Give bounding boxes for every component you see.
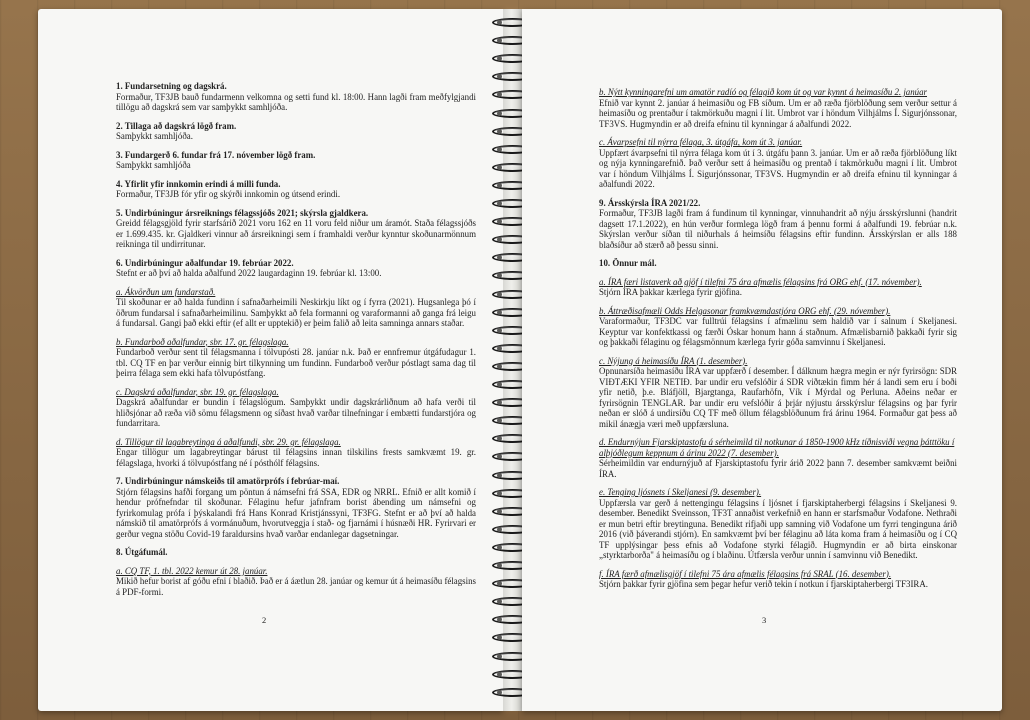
subsection-block [116,437,476,469]
punch-hole [497,527,502,532]
subsection-body: Sérheimildin var endurnýjuð af Fjarskiptastofu fyrir árið 2022 þann 7. desember samkvæmt beiðni ÍRA. [599,458,957,479]
subsection-heading: b. Áttræðisafmæli Odds Helgasonar framkvæmdastjóra ORG ehf. (29. nóvember). [599,305,891,316]
subsection-block [599,277,957,298]
subsection-block [116,566,476,598]
punch-hole [497,328,502,333]
section-block [116,121,476,142]
page-number-right: 3 [762,615,767,625]
subsection-block [599,306,957,348]
punch-hole [497,310,502,315]
section-block [599,258,957,269]
subsection-heading: c. Nýjung á heimasíðu ÍRA (1. desember). [599,355,748,366]
subsection-heading: a. ÍRA færi listaverk að gjöf í tilefni 75 ára afmælis félagsins frá ORG ehf. (17. nóvember). [599,276,922,287]
punch-hole [497,183,502,188]
subsection-heading: a. CQ TF, 1. tbl. 2022 kemur út 28. janúar. [116,565,268,576]
punch-hole [497,563,502,568]
section-heading: 6. Undirbúningur aðalfundar 19. febrúar 2022. [116,257,294,268]
subsection-heading: e. Tenging ljósnets í Skeljanesi (9. desember). [599,487,762,497]
subsection-body: Til skoðunar er að halda fundinn í safnaðarheimili Neskirkju líkt og í fyrra (2021). Hugsanlega þó í öðrum fundarsal í safnaðarheimilinu. Samþykkt að fela formanni og varaformanni að ganga frá leigu á fundarsal. Gangi það ekki eftir (ef allt er upptekið) er þeim falið að leita samninga annars staðar. [116,297,476,328]
right-page [522,9,1002,711]
subsection-block [599,87,957,129]
punch-hole [497,382,502,387]
section-heading: 2. Tillaga að dagskrá lögð fram. [116,120,237,131]
punch-hole [497,20,502,25]
section-heading: 9. Ársskýrsla ÍRA 2021/22. [599,197,701,208]
subsection-block [116,337,476,379]
subsection-body: Stjórn þakkar fyrir gjöfina sem þegar hefur verið tekin í notkun í fjarskiptaherbergi TF3IRA. [599,579,928,589]
subsection-block [116,387,476,429]
section-heading: 10. Önnur mál. [599,258,657,268]
section-block [116,258,476,279]
subsection-body: Stjórn ÍRA þakkar kærlega fyrir gjöfina. [599,287,742,297]
subsection-body: Efnið var kynnt 2. janúar á heimasíðu og FB síðum. Um er að ræða fjörblöðung sem verður settur á heimasíðu og prentaður í takmörkuðu magni í lit. Umbrot var í höndum Vilhjálms Í. Sigurjónssonar, TF3VS. Hugmyndin er að dreifa efninu til kynningar á aðalfundi 2022. [599,97,957,129]
punch-hole [497,491,502,496]
punch-hole [497,654,502,659]
subsection-body: Uppfærsla var gerð á nettengingu félagsins í ljósnet í fjarskiptaherbergi félagsins í Skeljanesi 9. desember. Benedikt Sveinsson, TF3T annaðist verkefnið en hann er starfsmaður Vodafone. Nethraði er mun betri eftir breytinguna. Benedikt rifjaði upp samning við Vodafone um fyrri tenginguna árið 2016 (við þáverandi stjórn). En samkvæmt því ber félaginu að láta koma fram á heimasíðu og í CQ TF upplýsingar þess efnis að Vodafone styrki félagið. Hugmyndin er að birta einskonar „styrktarborða" á heimasíðu og í blaðinu. Útfærsla verður unnin í samvinnu við Benedikt. [599,497,957,560]
subsection-body: Opnunarsíða heimasíðu ÍRA var uppfærð í desember. Í dálknum hægra megin er nýr fyrirsögn: SDR VIÐTÆKI YFIR NETIÐ. Þar undir eru vefslóðir á SDR viðtækin fimm hér á landi sem eru í boði yfir netið, þ.e. Bláfjöll, Bjargtanga, Raufarhöfn, Vík í Mýrdal og Perluna. Aðeins neðar er fyrirsögnin TENGLAR. Þar undir eru vefslóðir á þrjár nýjustu ársskýrslur félagsins og þar fyrir neðan er slóð á undirsíðu CQ TF með öllum félagsblöðunum frá árinu 1964. Formaður gat þess að mikil ánægja væri með uppfærsluna. [599,366,957,429]
section-block [116,476,476,539]
punch-hole [497,111,502,116]
subsection-body: Fundarboð verður sent til félagsmanna í tölvupósti 28. janúar n.k. Það er ennfremur útgáfudagur 1. tbl. CQ TF en þar verður einnig birt tilkynning um fundinn. Fundarboð verður póstlagt sama dag til þeirra félaga sem ekki hafa tölvupóstfang. [116,347,476,378]
left-page-content [116,81,476,605]
subsection-block [599,569,957,590]
subsection-body: Mikið hefur borist af góðu efni í blaðið. Það er á áætlun 28. janúar og kemur út á heimasíðu félagsins á PDF-formi. [116,576,476,597]
section-body: Formaður, TF3JB lagði fram á fundinum til kynningar, vinnuhandrit að nýju ársskýrslunni (handrit dagsett 17.1.2022), en hún verður formlega lögð fram á þennu formi á aðalfundi 19. febrúar n.k. Skýrslan verður síðan til niðurhals á heimsíðu félagsins eftir fundinn. Ársskýrslan er alls 188 blaðsíður að stærð að þessu sinni. [599,208,957,250]
subsection-block [599,137,957,190]
subsection-heading: a. Ákvörðun um fundarstað. [116,286,216,297]
subsection-body: Engar tillögur um lagabreytingar bárust til félagsins innan tilskilins frests samkvæmt 19. gr. félagslaga, hvorki á tölvupóstfang né í pósthólf félagsins. [116,447,476,468]
section-body: Formaður, TF3JB bauð fundarmenn velkomna og setti fund kl. 18:00. Hann lagði fram meðfylgjandi tillögu að dagskrá sem var samþykkt samhljóða. [116,91,476,112]
section-block [116,179,476,200]
section-heading: 3. Fundargerð 6. fundar frá 17. nóvember lögð fram. [116,149,316,160]
subsection-block [599,437,957,479]
right-page-content [599,79,957,598]
subsection-body: Varaformaður, TF3DC var fulltrúi félagsins í afmælinu sem haldið var í salnum í Skeljanesi. Keyptur var konfektkassi og færði Óskar honum hann á staðnum. Afmælisbarnið þakkaði fyrir sig og þakkaði félaginu og félagsmönnum kærlega fyrir góða samvinnu í Skeljanesi. [599,316,957,347]
section-block [116,81,476,113]
left-page [38,9,503,711]
section-heading: 1. Fundarsetning og dagskrá. [116,81,227,91]
section-body: Samþykkt samhljóða [116,160,191,170]
section-body: Samþykkt samhljóða. [116,131,193,141]
section-body: Stjórn félagsins hafði forgang um pöntun á námsefni frá SSA, EDR og NRRL. Efnið er allt komið í hendur prófnefndar til skoðunar. Félaginu hefur jafnfram borist ábending um námsefni og fyrirkomulag prófa í þýskalandi frá Hans Konrad Kristjánssyni, TF3FG. Stefnt er að því að halda námskið til amatörprófs á vormánuðum, hvorutveggja í stað- og fjarnámi í húsnæði HR. Fyrirvari er gerður vegna stöðu Covid-19 faraldursins hvað varðar endanlegar dagsetningar. [116,486,476,539]
section-heading: 8. Útgáfumál. [116,547,168,557]
subsection-body: Uppfært ávarpsefni til nýrra félaga kom út í 3. útgáfu þann 3. janúar. Um er að ræða fjörblöðung líkt og nýja kynningarefnið. Það verður sett á heimasíðu og prentað í takmörkuðu magni í lit. Umbrot var í höndum Vilhjálms Í. Sigurjónssonar, TF3VS. Hugmyndin er að dreifa efninu til kynningar á aðalfundi 2022. [599,147,957,189]
subsection-heading: f. ÍRA færð afmælisgjöf í tilefni 75 ára afmælis félagsins frá SRAL (16. desember). [599,568,892,579]
punch-hole [497,545,502,550]
punch-hole [497,147,502,152]
subsection-heading: d. Endurnýjun Fjarskiptastofu á sérheimild til notkunar á 1850-1900 kHz tíðnisviði vegna þátttöku í alþjóðlegum keppnum á árinu 2022 (7. desember). [599,437,955,458]
subsection-heading: d. Tillögur til lagabreytinga á aðalfundi, sbr. 29. gr. félagslaga. [116,436,341,447]
subsection-heading: c. Dagskrá aðalfundar, sbr. 19. gr. félagslaga. [116,386,279,397]
section-block [599,198,957,251]
page-number-left: 2 [262,615,267,625]
section-heading: 7. Undirbúningur námskeiðs til amatörprófs í febrúar-maí. [116,476,340,486]
punch-hole [497,201,502,206]
punch-hole [497,690,502,695]
punch-hole [497,292,502,297]
subsection-block [116,287,476,329]
punch-hole [497,509,502,514]
subsection-body: Dagskrá aðalfundar er bundin í félagslögum. Samþykkt undir dagskrárliðnum að hafa verði til hliðsjónar að ræða við sömu félagsmenn og síðast hvað varðar tilnefningar í embætti fundarstjóra og fundarritara. [116,397,476,428]
subsection-heading: b. Fundarboð aðalfundar, sbr. 17. gr. félagslaga. [116,336,289,347]
punch-hole [497,346,502,351]
subsection-heading: b. Nýtt kynningarefni um amatör radíó og félagið kom út og var kynnt á heimasíðu 2. janúar [599,87,928,97]
section-body: Formaður, TF3JB fór yfir og skýrði innkomin og útsend erindi. [116,189,341,199]
punch-hole [497,672,502,677]
subsection-heading: c. Ávarpsefni til nýrra félaga, 3. útgáfa, kom út 3. janúar. [599,137,803,147]
section-body: Greidd félagsgjöld fyrir starfsárið 2021 voru 162 en 11 voru feld niður um áramót. Staða félagssjóðs er 1.699.435. kr. Gjaldkeri vinnur að ársreikningi sem í framhaldi verður kynntur skoðunarmönnum reikninga til undirritunar. [116,218,476,249]
punch-hole [497,165,502,170]
section-heading: 4. Yfirlit yfir innkomin erindi á milli funda. [116,178,281,189]
punch-hole [497,473,502,478]
punch-hole [497,129,502,134]
section-block [116,150,476,171]
section-body: Stefnt er að því að halda aðalfund 2022 laugardaginn 19. febrúar kl. 13:00. [116,268,382,278]
section-heading: 5. Undirbúningur ársreiknings félagssjóðs 2021; skýrsla gjaldkera. [116,207,369,218]
section-block [116,208,476,250]
section-block [116,547,476,558]
subsection-block [599,356,957,430]
subsection-block [599,487,957,561]
punch-hole [497,364,502,369]
